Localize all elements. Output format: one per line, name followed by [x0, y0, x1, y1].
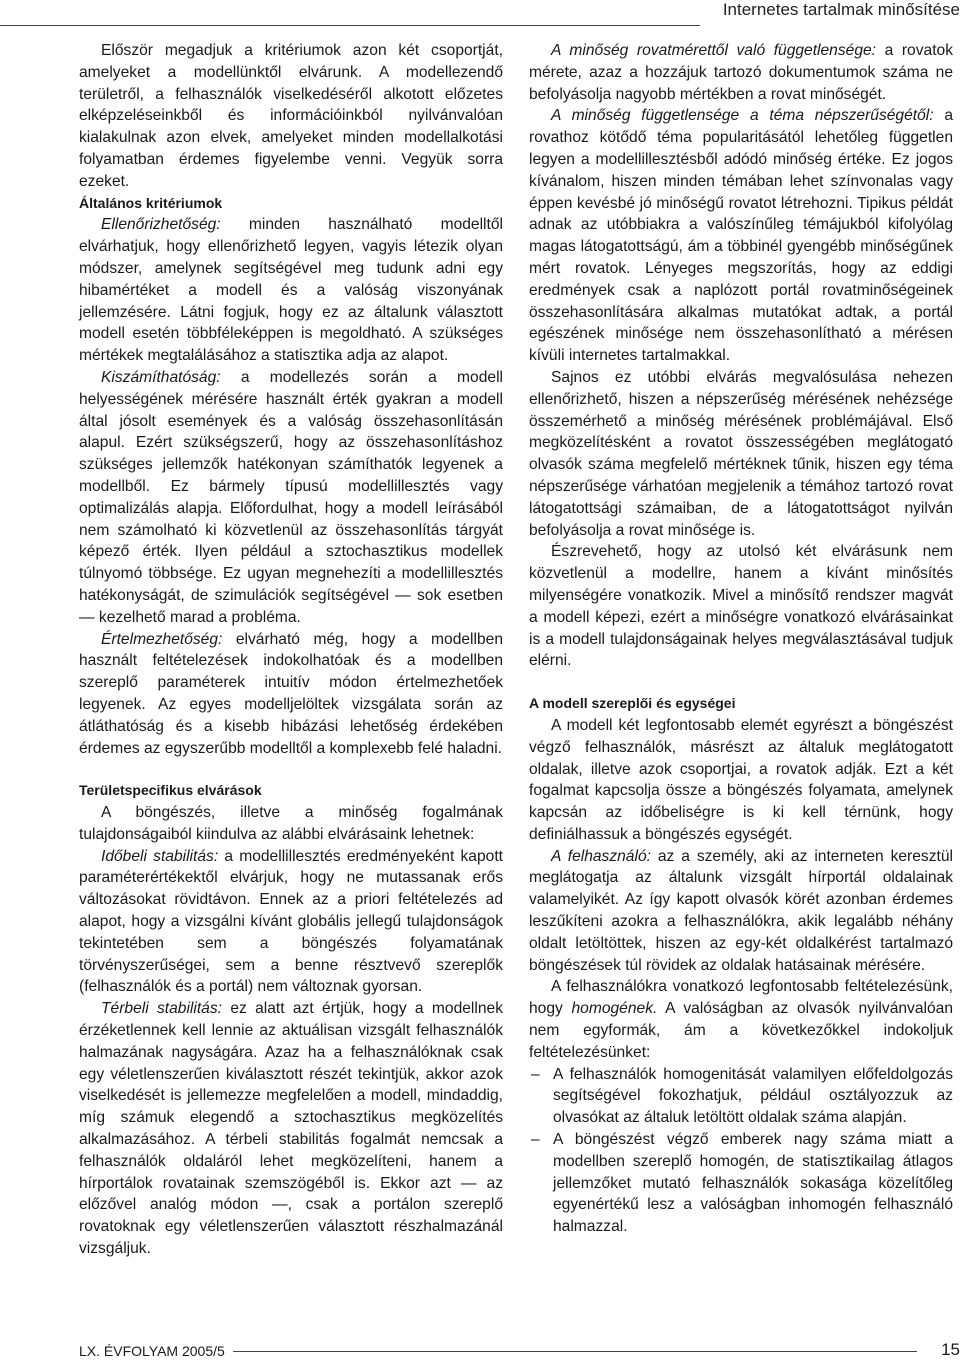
- paragraph-popularity-measure: Sajnos ez utóbbi elvárás megvalósulása nehezen ellenőrizhető, hiszen a népszerűség mérésének nehézsége összemérhető a minőség mérésének problémájával. Első megközelítésként a rovatot összességében meglátogató olvasók száma megfelelő mértéknek tűnik, hiszen egy téma népszerűsége várhatóan megjelenik a témához tartozó rovat látogatottsági számaiban, de a látogatottságot nyilván befolyásolja a rovat minősége is.: [529, 368, 953, 539]
- term-interpretability: Értelmezhetőség:: [101, 630, 223, 648]
- term-popularity-independence: A minőség függetlensége a téma népszerűségétől:: [551, 107, 934, 125]
- heading-model-actors: A modell szereplői és egységei: [529, 695, 736, 712]
- list-item: – A felhasználók homogenitását valamilyen előfeldolgozás segítségével fokozhatjuk, például osztályozzuk az olvasókat az általuk letöltött oldalak száma alapján.: [529, 1064, 953, 1129]
- running-title: Internetes tartalmak minősítése: [722, 0, 960, 19]
- intro-paragraph: Először megadjuk a kritériumok azon két csoportját, amelyeket a modellünktől elvárunk. A modellezendő területről, a felhasználók viselkedéséről alkotott előzetes elképzeléseinkből és információinkból nyilvánvalóan kialakulnak azon elvek, amelyeket minden modellalkotási folyamatban érdemes figyelembe venni. Vegyük sorra ezeket.: [79, 42, 503, 190]
- paragraph-size-independence: A minőség rovatmérettől való függetlensége: a rovatok mérete, azaz a hozzájuk tartozó dokumentumok száma ne befolyásolja nagyobb mértékben a rovat minőségét.: [529, 42, 953, 103]
- term-homogeneous: homogének.: [571, 1000, 658, 1018]
- paragraph-verifiability: Ellenőrizhetőség: minden használható modelltől elvárhatjuk, hogy ellenőrizhető legyen, vagyis létezik olyan módszer, amelynek segítségével meg tudunk adni egy hibamértéket a modell és a valóság viszonyának jellemzésére. Látni fogjuk, hogy ez az általunk választott modell esetén többféleképpen is megoldható. A szükséges mértékek megtalálásához a statisztika adja az alapot.: [79, 216, 503, 365]
- list-item: – A böngészést végző emberek nagy száma miatt a modellben szereplő homogén, de statisztikailag átlagos jellemzőket mutató felhasználók sokasága közelítőleg egyenértékű lesz a valóságban inhomogén felhasználó halmazzal.: [529, 1129, 953, 1238]
- term-temporal-stability: Időbeli stabilitás:: [101, 847, 219, 865]
- page-number: 15: [935, 1340, 960, 1360]
- right-column: [529, 40, 953, 1238]
- footer-rule: [122, 1351, 917, 1352]
- paragraph-popularity-independence: A minőség függetlensége a téma népszerűségétől: a rovathoz kötődő téma popularitásától lehetőleg független legyen a modellillesztésből adódó minőség értéke. Ez jogos kívánalom, hiszen minden témában lehet színvonalas vagy éppen kevésbé jó minőségű rovatot létrehozni. Tipikus példát adnak az utóbbiakra a valószínűleg témájukból kifolyólag magas látogatottságú, ám a többinél gyengébb minőségűnek mért rovatok. Lényeges megszorítás, hogy az eddigi eredmények csak a naplózott portál rovatminőségeinek összehasonlítására alkalmas mutatókat adtak, a portál egészének minősége nem összehasonlítható a mérésen kívüli internetes tartalmakkal.: [529, 107, 953, 365]
- paragraph-user-definition: A felhasználó: az a személy, aki az interneten keresztül meglátogatja az általunk vizsgált hírportál oldalainak valamelyikét. Az így kapott olvasók körét azonban érdemes leszűkíteni azokra a felhasználókra, akik legalább néhány oldalt letöltöttek, hiszen az egy-két oldalkérést tartalmazó böngészések túl rövidek az oldalak hatásainak mérésére.: [529, 847, 953, 974]
- term-spatial-stability: Térbeli stabilitás:: [101, 1000, 222, 1018]
- heading-general-criteria: Általános kritériumok: [79, 194, 223, 211]
- term-size-independence: A minőség rovatmérettől való függetlensége:: [551, 42, 877, 59]
- paragraph-model-elements: A modell két legfontosabb elemét egyrészt a böngészést végző felhasználók, másrészt az általuk meglátogatott oldalak, illetve azok csoportjai, a rovatok adják. Ezt a két fogalmat kapcsolja össze a böngészés folyamata, amelynek kapcsán az időbeliségre is ki kell térnünk, hogy definiálhassuk a böngészés egységét.: [529, 716, 953, 843]
- journal-volume: LX. ÉVFOLYAM 2005/5: [79, 1343, 233, 1359]
- homogeneity-reasons-list: [529, 1064, 953, 1238]
- term-computability: Kiszámíthatóság:: [101, 368, 221, 386]
- paragraph-homogeneity: A felhasználókra vonatkozó legfontosabb feltételezésünk, hogy homogének. A valóságban az olvasók nyilvánvalóan nem egyformák, ám a következőkkel indokoljuk feltételezésünket:: [529, 978, 953, 1061]
- paragraph-computability: Kiszámíthatóság: a modellezés során a modell helyességének mérésére használt érték gyakran a modell által jósolt események és a valóság összehasonlításán alapul. Ezért szükségszerű, hogy az összehasonlításhoz szükséges jellemzők hatékonyan számíthatók legyenek a modellből. Ez bármely típusú modellillesztés vagy optimalizálás alapja. Előfordulhat, hogy a modell leírásából nem számolható ki közvetlenül az összehasonlítás tárgyát képező érték. Ilyen például a sztochasztikus modellek túlnyomó többsége. Ez ugyan megnehezíti a modellillesztés hatékonyságát, de szimulációk segítségével — sok esetben — kezelhető marad a probléma.: [79, 368, 503, 626]
- header-rule: [0, 25, 700, 26]
- paragraph-spatial-stability: Térbeli stabilitás: ez alatt azt értjük, hogy a modellnek érzéketlennek kell lennie az aktuálisan vizsgált felhasználók halmazának nagyságára. Azaz ha a felhasználóknak csak egy véletlenszerűen kiválasztott részét tekintjük, akkor azok viselkedését is jellemezze megfelelően a modell, mindaddig, míg számuk elegendő a sztochasztikus megközelítés alkalmazásához. A térbeli stabilitás fogalmát nemcsak a felhasználók oldaláról lehet megközelíteni, hanem a hírportálok rovatainak szemszögéből is. Ekkor azt — az előzővel analóg módon —, csak a portálon szereplő rovatoknak egy véletlenszerűen választott részhalmazánál vizsgáljuk.: [79, 1000, 504, 1258]
- paragraph-domain-intro: A böngészés, illetve a minőség fogalmának tulajdonságaiból kiindulva az alábbi elvárásaink lehetnek:: [79, 804, 503, 843]
- heading-domain-specific: Területspecifikus elvárások: [79, 782, 262, 799]
- paragraph-rating-system: Észrevehető, hogy az utolsó két elvárásunk nem közvetlenül a modellre, hanem a kívánt minősítés milyenségére vonatkozik. Mivel a minősítő rendszer magvát a modell képezi, ezért a minőségre vonatkozó elvárásainkat is a modell tulajdonságainak helyes megválasztásával tudjuk elérni.: [529, 543, 953, 670]
- term-verifiability: Ellenőrizhetőség:: [101, 216, 221, 234]
- paragraph-temporal-stability: Időbeli stabilitás: a modellillesztés eredményeként kapott paraméterértékektől elvárjuk, hogy ne mutassanak erős változásokat rövidtávon. Ennek az a priori feltételezés ad alapot, hogy a vizsgálni kívánt globális jellegű tulajdonságok tekintetében sem a böngészés folyamatának törvényszerűségei, sem a benne résztvevő szereplők (felhasználók és a portál) nem változnak gyorsan.: [79, 847, 503, 996]
- paragraph-interpretability: Értelmezhetőség: elvárható még, hogy a modellben használt feltételezések indokolhatóak és a modellben szereplő paraméterek intuitív módon értelmezhetőek legyenek. Az egyes modelljelöltek vizsgálata során az átláthatóság és a kisebb hibázási lehetőség érdekében érdemes az egyszerűbb modelltől a komplexebb felé haladni.: [79, 630, 503, 757]
- term-user: A felhasználó:: [551, 847, 651, 865]
- left-column: [79, 40, 503, 1260]
